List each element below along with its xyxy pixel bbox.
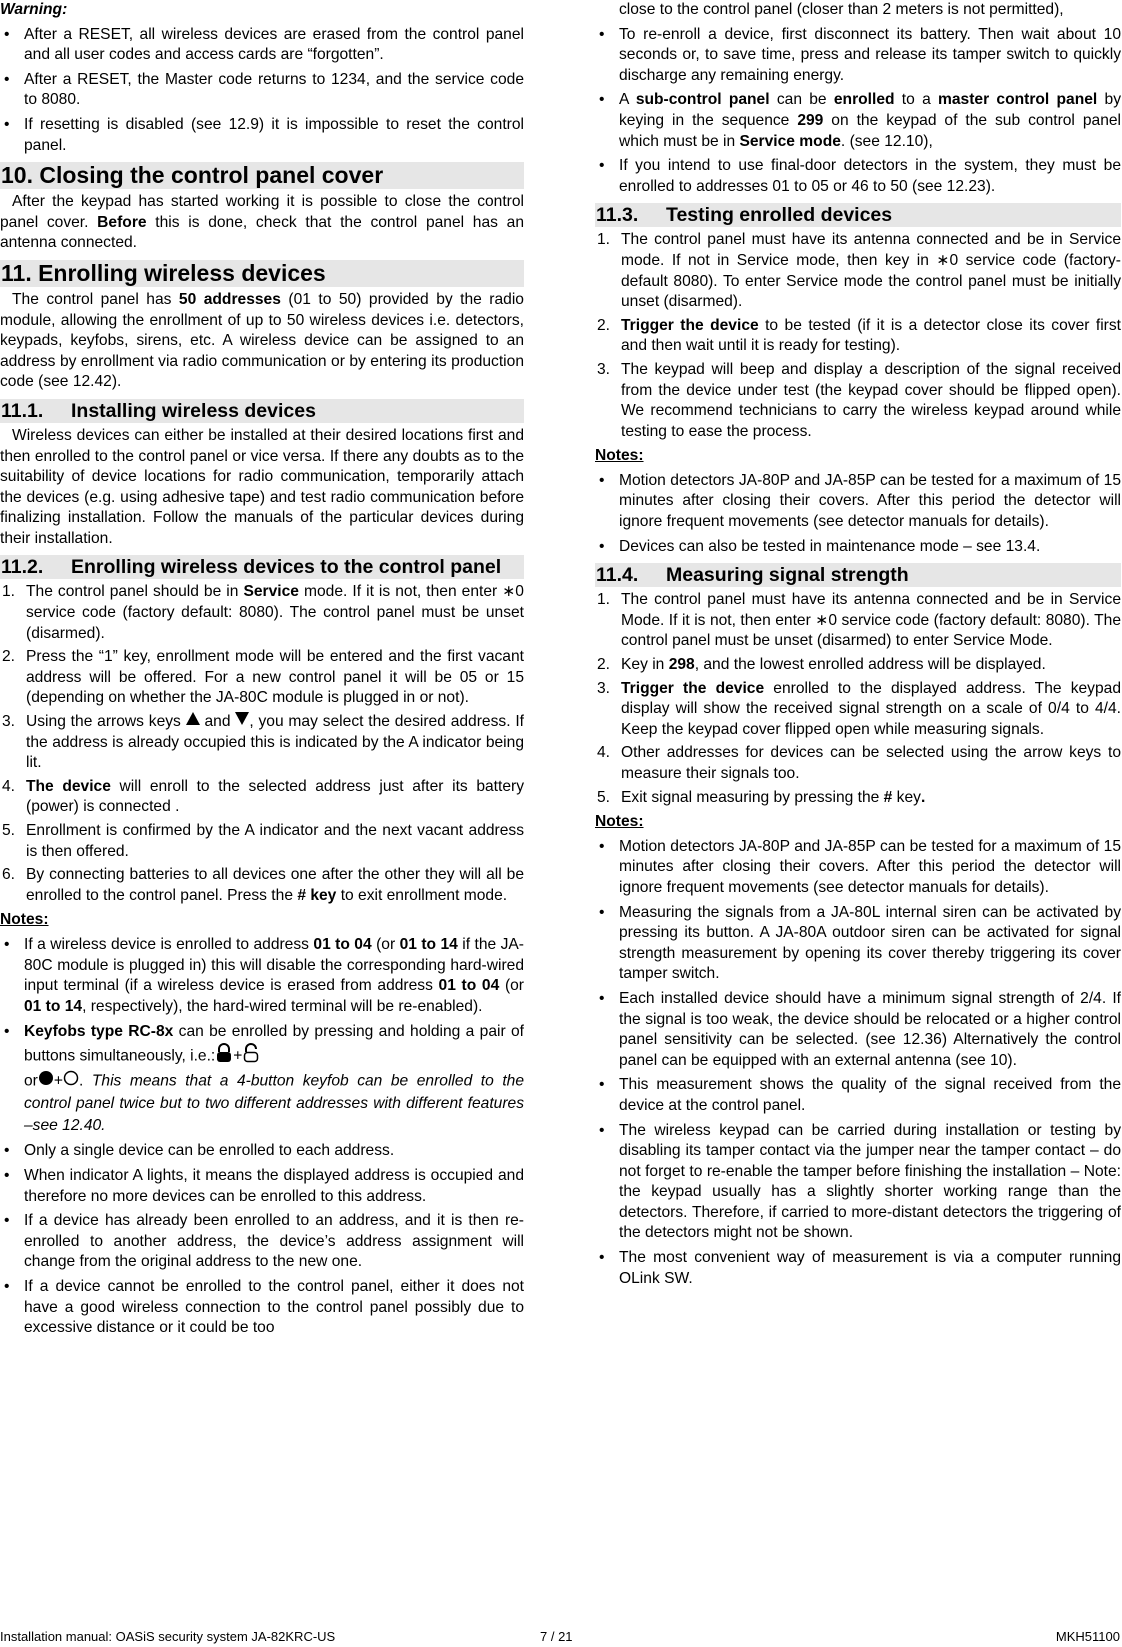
bold-text: 298	[668, 656, 695, 674]
list-item: • Each installed device should have a minimum signal strength of 2/4. If the signal is too weak, the device should be relocated or a higher control panel sensitivity can be selected. (see 12.36) Alternatively the control panel can be equipped with an external antenna (see 10).	[595, 989, 1121, 1071]
text: Other addresses for devices can be selected using the arrow keys to measure their signals too.	[621, 744, 1121, 782]
list-item: • Measuring the signals from a JA-80L internal siren can be activated by pressing its button. A JA-80A outdoor siren can be activated for signal strength measurement by opening its cover thereby triggering its cover tamper switch.	[595, 903, 1121, 985]
text: The control panel must have its antenna connected and be in Service Mode. If it is not, then enter ∗0 service code (factory default: 8080). The control panel must be unset (disarmed) to enter Service Mode.	[621, 591, 1121, 650]
text: (or	[499, 977, 524, 995]
step-number: 3.	[597, 360, 611, 378]
bold-text: Trigger the device	[621, 316, 759, 334]
step-item	[595, 655, 1121, 676]
bold-text: Keyfobs type RC-8x	[24, 1023, 174, 1041]
enroll-notes	[0, 935, 524, 1339]
list-item: • If a device cannot be enrolled to the control panel, either it does not have a good wireless connection to the control panel possibly due to excessive distance or it could be too	[0, 1277, 524, 1339]
list-item: • Motion detectors JA-80P and JA-85P can be tested for a maximum of 15 minutes after closing their covers. After this period the detector will ignore frequent movements (see detector manuals for details).	[595, 471, 1121, 533]
step-number: 2.	[597, 316, 611, 334]
enroll-notes-continued	[595, 0, 1121, 21]
section-11-paragraph	[0, 290, 524, 393]
text: mode. If it is not, then enter ∗0 service code (factory default: 8080). The control panel must be unset (disarmed).	[26, 583, 524, 642]
italic-text: This means that a 4-button keyfob can be enrolled to the control panel twice but to two different addresses with different features –see 12.40.	[24, 1072, 524, 1135]
step-number: 5.	[2, 822, 16, 839]
bold-text: 01 to 14	[399, 935, 458, 953]
text: will enroll to the selected address just after its battery (power) is connected .	[26, 777, 524, 816]
section-title: Testing enrolled devices	[666, 204, 893, 227]
arrow-up-icon	[186, 712, 200, 725]
section-title: Installing wireless devices	[71, 399, 316, 422]
right-column	[595, 0, 1121, 1293]
bold-text: Service	[243, 583, 299, 601]
step-item	[595, 590, 1121, 652]
text: By connecting batteries to all devices one after the other they will all be enrolled to the control panel. Press the	[26, 866, 524, 904]
step-item	[0, 821, 524, 862]
list-item: • After a RESET, all wireless devices are erased from the control panel and all user codes and access cards are “forgotten”.	[0, 25, 524, 66]
text: Key in	[621, 656, 669, 674]
section-11-4-heading	[595, 563, 1121, 587]
list-item	[0, 1021, 524, 1137]
step-number: 1.	[2, 583, 16, 601]
bold-text: Trigger the device	[621, 679, 765, 697]
text: (or	[371, 935, 400, 953]
section-11-3-heading	[595, 203, 1121, 227]
section-11-1-heading	[0, 399, 524, 423]
step-number: 4.	[597, 744, 611, 762]
text: can be enrolled by pressing and holding a pair of buttons simultaneously, i.e.:	[24, 1023, 524, 1065]
list-item	[595, 90, 1121, 152]
step-number: 5.	[597, 788, 611, 806]
section-10-heading: 10. Closing the control panel cover	[0, 162, 524, 189]
section-number: 11.4.	[596, 564, 639, 587]
step-number: 1.	[597, 231, 611, 249]
page-footer	[0, 1627, 1122, 1647]
text: if the JA-80C module is plugged in) this will disable the corresponding hard-wired input terminal (if a wireless device is erased from address	[24, 935, 524, 995]
text: key	[892, 788, 921, 806]
list-item: • When indicator A lights, it means the displayed address is occupied and therefore no more devices can be enrolled to this address.	[0, 1166, 524, 1207]
footer-title: Installation manual: OASiS security system JA-82KRC-US	[0, 1629, 336, 1644]
step-item	[0, 647, 524, 709]
text: , respectively), the hard-wired terminal will be re-enabled).	[82, 997, 483, 1015]
bold-text: 50 addresses	[178, 290, 281, 308]
text: and	[199, 713, 236, 731]
list-item: • The wireless keypad can be carried during installation or testing by disabling its tamper contact via the jumper near the tamper contact – do not forget to re-enable the tamper before finishing the installation – Note: the keypad usually has a slightly shorter working range than the detectors. Therefore, if carried to more-distant detectors the triggering of the detectors might not be shown.	[595, 1121, 1121, 1245]
page-number: 7 / 21	[540, 1629, 573, 1644]
bold-text: 01 to 14	[24, 997, 83, 1015]
text: enrolled to the displayed address. The keypad display will show the received signal strength on a scale of 0/4 to 4/4. Keep the keypad cover flipped open while measuring signals.	[621, 679, 1121, 738]
signal-steps	[595, 590, 1121, 808]
bold-text: sub-control panel	[635, 91, 770, 109]
left-column	[0, 0, 524, 1343]
warning-list	[0, 25, 524, 157]
signal-notes	[595, 837, 1121, 1289]
section-11-2-heading	[0, 555, 524, 579]
list-item: • Only a single device can be enrolled to each address.	[0, 1141, 524, 1162]
bold-text: The device	[26, 777, 111, 795]
list-item: • Devices can also be tested in maintenance mode – see 13.4.	[595, 537, 1121, 558]
step-item	[595, 679, 1121, 741]
text: A	[619, 91, 636, 109]
text: or	[24, 1072, 38, 1090]
section-11-heading: 11. Enrolling wireless devices	[0, 260, 524, 287]
text: If a wireless device is enrolled to address	[24, 935, 314, 953]
list-item	[0, 935, 524, 1017]
step-item	[0, 777, 524, 818]
step-number: 1.	[597, 591, 611, 609]
text: to a	[894, 91, 939, 109]
step-item	[595, 316, 1121, 357]
notes-title: Notes:	[595, 813, 644, 831]
bold-text: 01 to 04	[438, 977, 500, 995]
section-title: Enrolling wireless devices to the control panel	[71, 556, 502, 579]
notes-title: Notes:	[0, 911, 49, 929]
lock-closed-icon	[215, 1043, 233, 1070]
step-number: 3.	[597, 679, 611, 697]
text: (01 to 50) provided by the radio module, allowing the enrollment of up to 50 wireless devices i.e. detectors, keypads, keyfobs, sirens, etc. A wireless device can be assigned to an address by enrollment via radio communication or by entering its production code (see 12.42).	[0, 290, 524, 391]
testing-steps	[595, 230, 1121, 442]
step-item	[0, 865, 524, 906]
step-number: 2.	[597, 656, 611, 674]
bold-text: .	[920, 788, 926, 806]
text: on the keypad of the sub control panel which must be in	[619, 111, 1121, 150]
list-item: • If resetting is disabled (see 12.9) it is impossible to reset the control panel.	[0, 115, 524, 156]
bold-text: Service mode	[739, 132, 841, 150]
text: to exit enrollment mode.	[336, 886, 508, 904]
empty-circle-icon	[63, 1070, 79, 1093]
list-item: • If you intend to use final-door detectors in the system, they must be enrolled to addresses 01 to 05 or 46 to 50 (see 12.23).	[595, 156, 1121, 197]
list-item: • The most convenient way of measurement is via a computer running OLink SW.	[595, 1248, 1121, 1289]
text: close to the control panel (closer than 2 meters is not permitted),	[619, 1, 1064, 18]
text: . (see 12.10),	[840, 132, 933, 150]
list-item: • Motion detectors JA-80P and JA-85P can be tested for a maximum of 15 minutes after closing their covers. After this period the detector will ignore frequent movements (see detector manuals for details).	[595, 837, 1121, 899]
bold-text: master control panel	[938, 91, 1098, 109]
bold-text: 299	[797, 111, 824, 129]
section-number: 11.3.	[596, 204, 639, 227]
enroll-steps	[0, 582, 524, 906]
text: Exit signal measuring by pressing the	[621, 788, 884, 806]
text: , and the lowest enrolled address will be displayed.	[694, 656, 1046, 674]
text: The control panel has	[12, 290, 179, 308]
arrow-down-icon	[235, 712, 249, 725]
section-11-1-paragraph: Wireless devices can either be installed at their desired locations first and then enrolled to the control panel or vice versa. If there any doubts as to the suitability of device locations for radio communication, temporarily attach the devices (e.g. using adhesive tape) and test radio communication before finalizing installation. Follow the manuals of the particular devices during their installation.	[0, 426, 524, 547]
section-number: 11.1.	[1, 399, 44, 422]
text: , you may select the desired address. If the address is already occupied this is indicated by the A indicator being lit.	[26, 713, 525, 772]
step-item	[595, 230, 1121, 312]
warning-title: Warning:	[0, 1, 68, 18]
text: The keypad will beep and display a description of the signal received from the device under test (the keypad cover should be flipped open). We recommend technicians to carry the wireless keypad around while testing to ease the process.	[621, 360, 1121, 440]
testing-notes	[595, 471, 1121, 557]
lock-open-icon	[242, 1043, 260, 1070]
bold-text: #	[883, 788, 893, 806]
text: The control panel should be in	[26, 583, 244, 601]
bold-text: Before	[97, 213, 147, 231]
section-10-paragraph	[0, 192, 524, 254]
step-number: 4.	[2, 777, 16, 795]
list-item-continued	[595, 0, 1121, 21]
step-item	[0, 712, 524, 774]
step-item	[595, 743, 1121, 784]
step-number: 2.	[2, 648, 16, 666]
notes-title: Notes:	[595, 447, 644, 465]
step-item	[595, 360, 1121, 442]
list-item: • To re-enroll a device, first disconnect its battery. Then wait about 10 seconds or, to save time, press and release its tamper switch to quickly discharge any remaining energy.	[595, 25, 1121, 87]
step-number: 3.	[2, 713, 16, 731]
bold-text: # key	[297, 886, 337, 904]
text: After the keypad has started working it is possible to close the control panel cover.	[0, 193, 524, 231]
text: .	[78, 1072, 84, 1090]
text: Using the arrows keys	[26, 713, 186, 731]
step-item	[595, 788, 1121, 809]
bold-text: enrolled	[833, 91, 895, 109]
text: this is done, check that the control panel has an antenna connected.	[0, 213, 524, 252]
text: Enrollment is confirmed by the A indicator and the next vacant address is then offered.	[26, 822, 524, 860]
step-number: 6.	[2, 866, 16, 884]
text: by keying in the sequence	[619, 91, 1122, 129]
list-item: • This measurement shows the quality of the signal received from the device at the control panel.	[595, 1075, 1121, 1116]
list-item: • If a device has already been enrolled to an address, and it is then re-enrolled to another address, the device’s address assignment will change from the original address to the new one.	[0, 1211, 524, 1273]
text: +	[233, 1047, 243, 1065]
document-code: MKH51100	[1055, 1629, 1120, 1644]
text: can be	[769, 91, 834, 109]
bold-text: 01 to 04	[313, 935, 372, 953]
list-item: • After a RESET, the Master code returns to 1234, and the service code to 8080.	[0, 70, 524, 111]
section-title: Measuring signal strength	[666, 564, 909, 587]
step-item	[0, 582, 524, 644]
text: Press the “1” key, enrollment mode will be entered and the first vacant address will be offered. For a new control panel it will be 05 or 15 (depending on whether the JA-80C module is plugged in or not).	[26, 648, 524, 707]
text: to be tested (if it is a detector close its cover first and then wait until it is ready for testing).	[621, 316, 1121, 355]
filled-circle-icon	[38, 1070, 54, 1093]
text: +	[53, 1072, 63, 1090]
section-number: 11.2.	[1, 556, 44, 579]
enroll-notes-continued-2	[595, 25, 1121, 198]
text: The control panel must have its antenna connected and be in Service mode. If not in Service mode, then key in ∗0 service code (factory-default 8080). To enter Service mode the control panel must be initially unset (disarmed).	[621, 231, 1121, 311]
